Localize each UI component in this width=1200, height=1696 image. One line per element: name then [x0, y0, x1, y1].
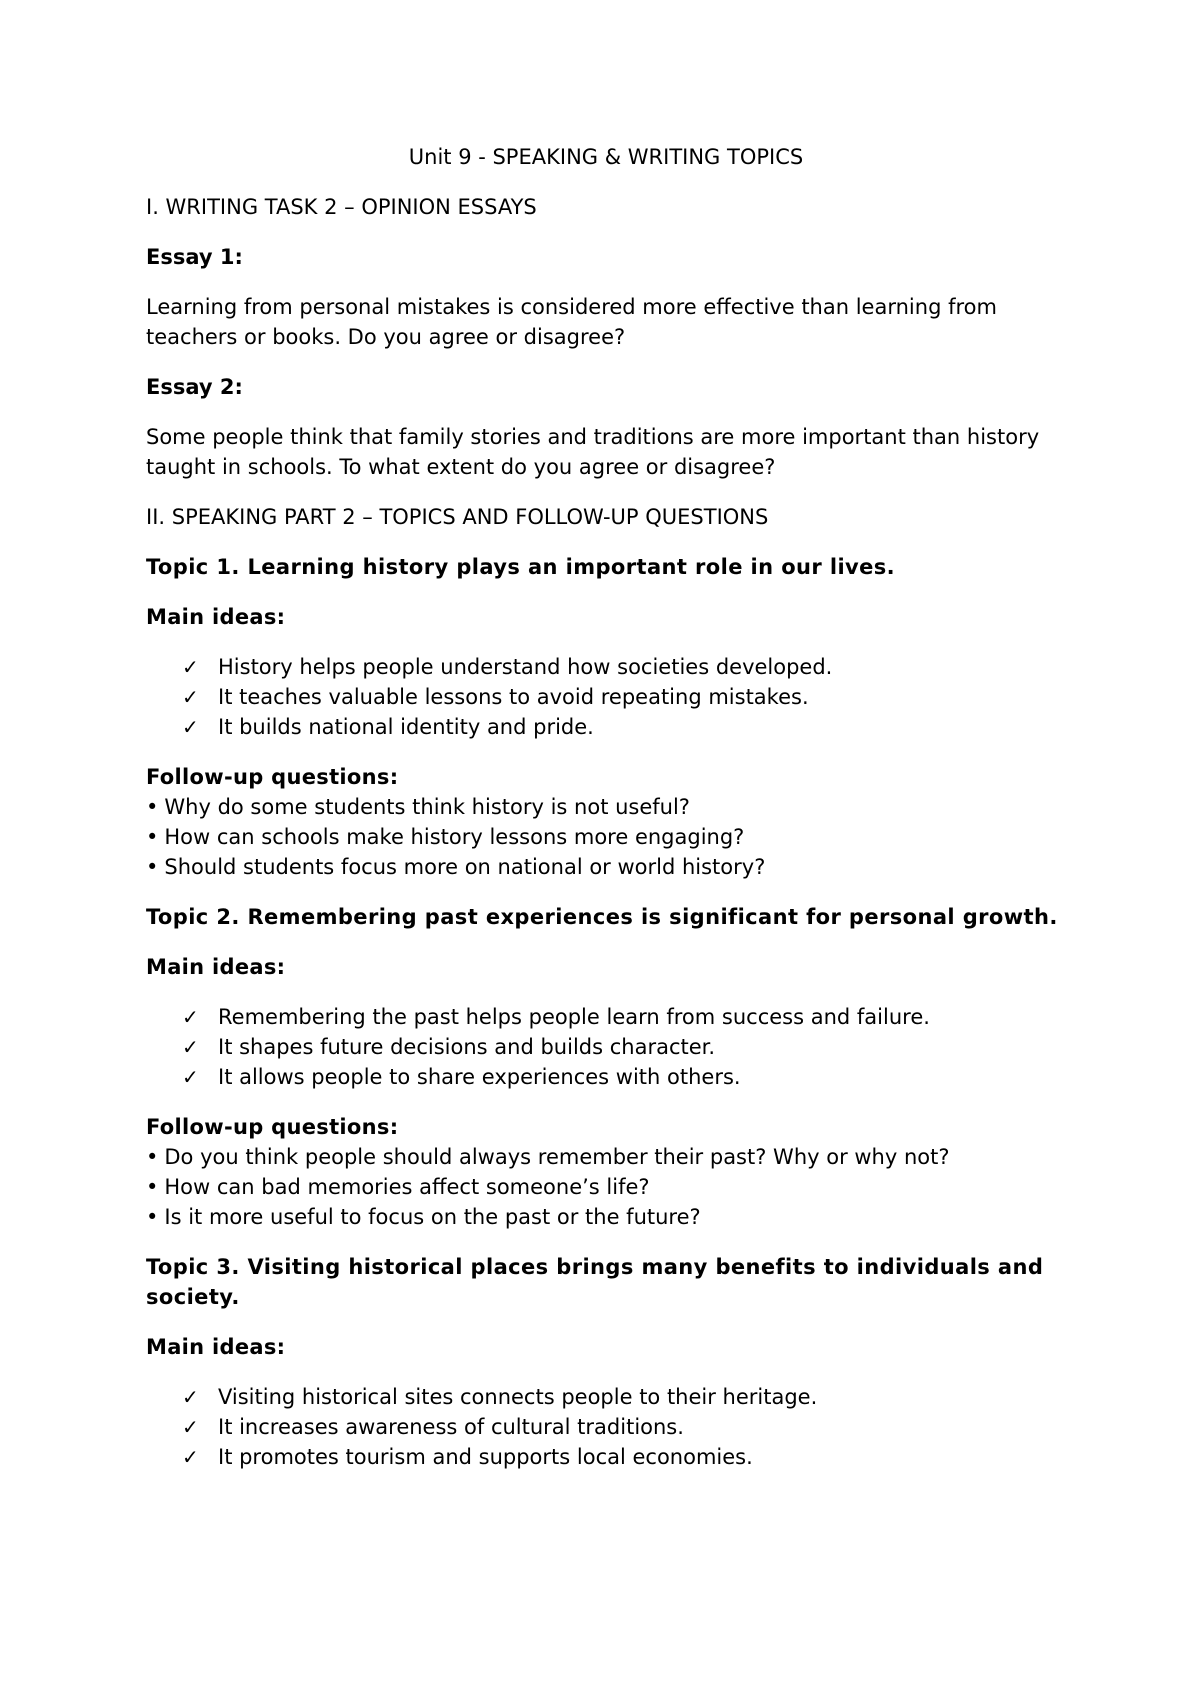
- list-item: [182, 1382, 1066, 1412]
- check-icon: ✓: [182, 1065, 199, 1089]
- topic-2-main-ideas-list: [146, 1002, 1066, 1092]
- idea-text: It builds national identity and pride.: [218, 715, 594, 739]
- idea-text: It allows people to share experiences with others.: [218, 1065, 741, 1089]
- list-item: [182, 1002, 1066, 1032]
- bullet-icon: •: [146, 855, 159, 879]
- list-item: [146, 1172, 1066, 1202]
- topic-2-title: Topic 2. Remembering past experiences is significant for personal growth.: [146, 905, 1058, 929]
- idea-text: It shapes future decisions and builds character.: [218, 1035, 716, 1059]
- idea-text: Remembering the past helps people learn from success and failure.: [218, 1005, 930, 1029]
- topic-2-follow-up-list: [146, 1142, 1066, 1232]
- essay-1-prompt: Learning from personal mistakes is considered more effective than learning from teachers or books. Do you agree or disagree?: [146, 295, 997, 349]
- check-icon: ✓: [182, 1415, 199, 1439]
- topic-1-main-ideas-list: [146, 652, 1066, 742]
- check-icon: ✓: [182, 1445, 199, 1469]
- question-text: How can bad memories affect someone’s life?: [164, 1175, 650, 1199]
- bullet-icon: •: [146, 1145, 159, 1169]
- topic-2-follow-up-label: Follow-up questions:: [146, 1115, 399, 1139]
- list-item: [182, 1442, 1066, 1472]
- check-icon: ✓: [182, 655, 199, 679]
- list-item: [146, 1202, 1066, 1232]
- question-text: Is it more useful to focus on the past or the future?: [164, 1205, 701, 1229]
- bullet-icon: •: [146, 795, 159, 819]
- topic-3-main-ideas-label: Main ideas:: [146, 1335, 286, 1359]
- list-item: [182, 712, 1066, 742]
- question-text: Why do some students think history is not useful?: [164, 795, 690, 819]
- document-page: [146, 142, 1066, 1492]
- bullet-icon: •: [146, 1205, 159, 1229]
- topic-1-title: Topic 1. Learning history plays an important role in our lives.: [146, 555, 896, 579]
- list-item: [146, 852, 1066, 882]
- topic-3-main-ideas-list: [146, 1382, 1066, 1472]
- idea-text: It promotes tourism and supports local economies.: [218, 1445, 753, 1469]
- list-item: [146, 1142, 1066, 1172]
- essay-1-label: Essay 1:: [146, 245, 243, 269]
- question-text: How can schools make history lessons more engaging?: [164, 825, 745, 849]
- document-title: Unit 9 - SPEAKING & WRITING TOPICS: [408, 145, 804, 169]
- list-item: [182, 1032, 1066, 1062]
- check-icon: ✓: [182, 685, 199, 709]
- list-item: [182, 652, 1066, 682]
- writing-section-heading: I. WRITING TASK 2 – OPINION ESSAYS: [146, 195, 537, 219]
- topic-1-main-ideas-label: Main ideas:: [146, 605, 286, 629]
- essay-2-prompt: Some people think that family stories and traditions are more important than history taught in schools. To what extent do you agree or disagree?: [146, 425, 1040, 479]
- topic-1-follow-up-label: Follow-up questions:: [146, 765, 399, 789]
- idea-text: History helps people understand how societies developed.: [218, 655, 833, 679]
- list-item: [182, 1412, 1066, 1442]
- check-icon: ✓: [182, 715, 199, 739]
- list-item: [182, 682, 1066, 712]
- check-icon: ✓: [182, 1005, 199, 1029]
- topic-1-follow-up-list: [146, 792, 1066, 882]
- list-item: [146, 792, 1066, 822]
- check-icon: ✓: [182, 1385, 199, 1409]
- speaking-section-heading: II. SPEAKING PART 2 – TOPICS AND FOLLOW-UP QUESTIONS: [146, 505, 769, 529]
- bullet-icon: •: [146, 825, 159, 849]
- idea-text: It teaches valuable lessons to avoid repeating mistakes.: [218, 685, 809, 709]
- topic-3-title: Topic 3. Visiting historical places brings many benefits to individuals and society.: [146, 1255, 1044, 1309]
- idea-text: Visiting historical sites connects people to their heritage.: [218, 1385, 818, 1409]
- idea-text: It increases awareness of cultural traditions.: [218, 1415, 684, 1439]
- essay-2-label: Essay 2:: [146, 375, 243, 399]
- question-text: Do you think people should always remember their past? Why or why not?: [164, 1145, 950, 1169]
- list-item: [182, 1062, 1066, 1092]
- topic-2-main-ideas-label: Main ideas:: [146, 955, 286, 979]
- bullet-icon: •: [146, 1175, 159, 1199]
- question-text: Should students focus more on national or world history?: [164, 855, 766, 879]
- list-item: [146, 822, 1066, 852]
- check-icon: ✓: [182, 1035, 199, 1059]
